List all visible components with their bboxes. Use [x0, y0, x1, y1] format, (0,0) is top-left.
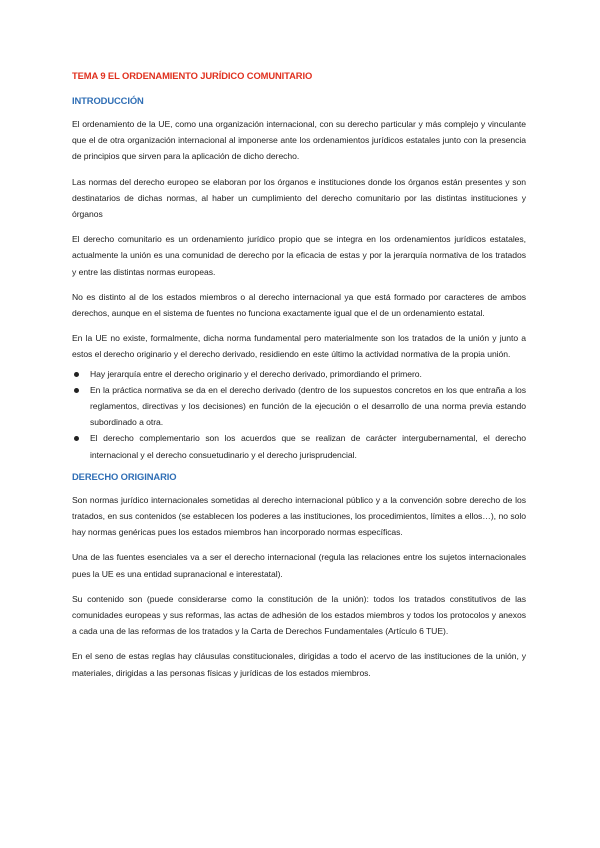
- bullet-item: [72, 382, 526, 431]
- document-body: [72, 70, 526, 690]
- paragraph: Son normas jurídico internacionales sometidas al derecho internacional público y a la convención sobre derecho de los tratados, en sus contenidos (se establecen los poderes a las instituciones, los procedimientos, límites a ellos…), no solo hay normas genéricas pues los estados miembros han incorporado normas específicas.: [72, 494, 526, 538]
- bullet-item: [72, 430, 526, 462]
- bullet-text: En la práctica normativa se da en el derecho derivado (dentro de los supuestos concretos en los que entraña a los reglamentos, directivas y los decisiones) en función de la ejecución o el desarrollo de una norma previa estando subordinado a otra.: [90, 384, 526, 428]
- paragraph: El derecho comunitario es un ordenamiento jurídico propio que se integra en los ordenamientos jurídicos estatales, actualmente la unión es una comunidad de derecho por la eficacia de estas y por la jerarquía normativa de los tratados y entre las distintas normas europeas.: [72, 234, 526, 277]
- section-heading-introduccion: INTRODUCCIÓN: [72, 95, 144, 106]
- bullet-text: Hay jerarquía entre el derecho originario y el derecho derivado, primordiando el primero.: [90, 368, 422, 379]
- bullet-icon: [74, 436, 79, 441]
- paragraph: Su contenido son (puede considerarse como la constitución de la unión): todos los tratados constitutivos de las comunidades europeas y sus reformas, las actas de adhesión de los estados miembros y todos los protocolos y anexos a cada una de las reformas de los tratados y la Carta de Derechos Fundamentales (Artículo 6 TUE).: [72, 593, 526, 637]
- paragraph: En el seno de estas reglas hay cláusulas constitucionales, dirigidas a todo el acervo de las instituciones de la unión, y materiales, dirigidas a las personas físicas y jurídicas de los estados miembros.: [72, 651, 526, 678]
- paragraph: Las normas del derecho europeo se elaboran por los órganos e instituciones donde los órganos están presentes y son destinatarios de dichas normas, al haber un cumplimiento del derecho comunitario por las distintas instituciones y órganos: [72, 176, 526, 220]
- document-title: TEMA 9 EL ORDENAMIENTO JURÍDICO COMUNITARIO: [72, 70, 313, 81]
- bullet-text: El derecho complementario son los acuerdos que se realizan de carácter intergubernamental, el derecho internacional y el derecho consuetudinario y el derecho jurisprudencial.: [90, 433, 526, 460]
- paragraph: El ordenamiento de la UE, como una organización internacional, con su derecho particular y más complejo y vinculante que el de otra organización internacional al imponerse ante los ordenamientos jurídicos estatales junto con la presencia de principios que sirven para la aplicación de dicho derecho.: [72, 119, 526, 162]
- bullet-list: [72, 366, 526, 463]
- section-heading-derecho-originario: DERECHO ORIGINARIO: [72, 470, 177, 482]
- paragraph: Una de las fuentes esenciales va a ser el derecho internacional (regula las relaciones entre los sujetos internacionales pues la UE es una entidad supranacional e interestatal).: [72, 552, 526, 579]
- paragraph: No es distinto al de los estados miembros o al derecho internacional ya que está formado por caracteres de ambos derechos, aunque en el sistema de fuentes no funciona exactamente igual que el de un ordenamiento estatal.: [72, 291, 526, 319]
- bullet-icon: [74, 388, 79, 393]
- bullet-icon: [74, 372, 79, 377]
- paragraph: En la UE no existe, formalmente, dicha norma fundamental pero materialmente son los tratados de la unión y junto a estos el derecho originario y el derecho derivado, residiendo en este último la actividad normativa de la propia unión.: [72, 333, 526, 360]
- bullet-item: [72, 366, 526, 382]
